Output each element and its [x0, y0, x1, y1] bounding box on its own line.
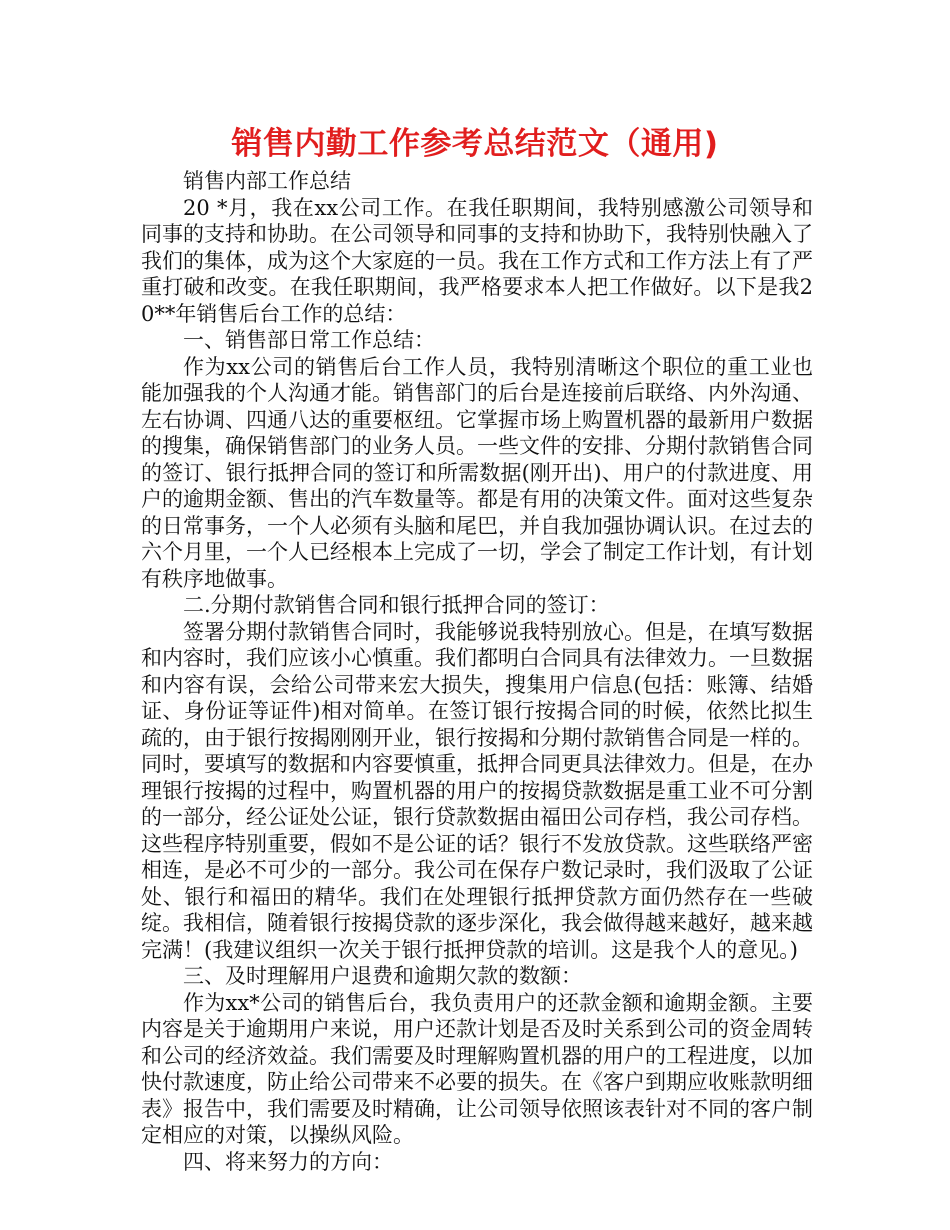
section-heading-4: 四、将来努力的方向：: [183, 1149, 393, 1174]
document-title: 销售内勤工作参考总结范文（通用): [231, 126, 719, 162]
paragraph-section-3: 作为xx*公司的销售后台，我负责用户的还款金额和逾期金额。主要内容是关于逾期用户来说，用户还款计划是否及时关系到公司的资金周转和公司的经济效益。我们需要及时理解购置机器的用户的工程进度，以加快付款速度，防止给公司带来不必要的损失。在《客户到期应收账款明细表》报告中，我们需要及时精确，让公司领导依照该表针对不同的客户制定相应的对策，以操纵风险。: [141, 990, 813, 1147]
section-heading-2: 二.分期付款销售合同和银行抵押合同的签订：: [183, 593, 610, 617]
paragraph-subtitle: 销售内部工作总结: [183, 169, 351, 193]
paragraph-intro: 20 *月，我在xx公司工作。在我任职期间，我特别感激公司领导和同事的支持和协助。在公司领导和同事的支持和协助下，我特别快融入了我们的集体，成为这个大家庭的一员。我在工作方式和工作方法上有了严重打破和改变。在我任职期间，我严格要求本人把工作做好。以下是我20**年销售后台工作的总结：: [141, 195, 813, 326]
document-body: [141, 168, 813, 1175]
paragraph-section-2: 签署分期付款销售合同时，我能够说我特别放心。但是，在填写数据和内容时，我们应该小心慎重。我们都明白合同具有法律效力。一旦数据和内容有误，会给公司带来宏大损失，搜集用户信息(包括：账簿、结婚证、身份证等证件)相对简单。在签订银行按揭合同的时候，依然比拟生疏的，由于银行按揭刚刚开业，银行按揭和分期付款销售合同是一样的。同时，要填写的数据和内容要慎重，抵押合同更具法律效力。但是，在办理银行按揭的过程中，购置机器的用户的按揭贷款数据是重工业不可分割的一部分，经公证处公证，银行贷款数据由福田公司存档，我公司存档。这些程序特别重要，假如不是公证的话？银行不发放贷款。这些联络严密相连，是必不可少的一部分。我公司在保存户数记录时，我们汲取了公证处、银行和福田的精华。我们在处理银行抵押贷款方面仍然存在一些破绽。我相信，随着银行按揭贷款的逐步深化，我会做得越来越好，越来越完满！(我建议组织一次关于银行抵押贷款的培训。这是我个人的意见。): [141, 619, 813, 962]
paragraph-section-1: 作为xx公司的销售后台工作人员，我特别清晰这个职位的重工业也能加强我的个人沟通才能。销售部门的后台是连接前后联络、内外沟通、左右协调、四通八达的重要枢纽。它掌握市场上购置机器的最新用户数据的搜集，确保销售部门的业务人员。一些文件的安排、分期付款销售合同的签订、银行抵押合同的签订和所需数据(刚开出)、用户的付款进度、用户的逾期金额、售出的汽车数量等。都是有用的决策文件。面对这些复杂的日常事务，一个人必须有头脑和尾巴，并自我加强协调认识。在过去的六个月里，一个人已经根本上完成了一切，学会了制定工作计划，有计划有秩序地做事。: [141, 354, 813, 591]
section-heading-3: 三、及时理解用户退费和逾期欠款的数额：: [183, 964, 582, 988]
section-heading-1: 一、销售部日常工作总结：: [183, 328, 435, 352]
